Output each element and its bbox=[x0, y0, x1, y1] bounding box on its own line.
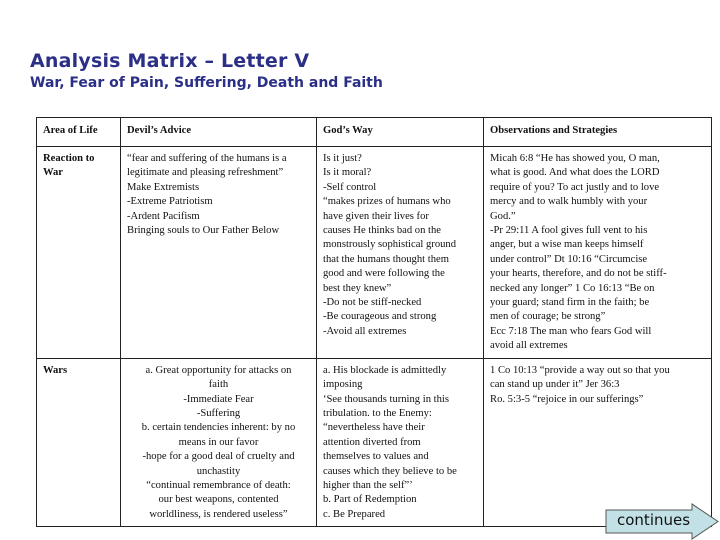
row-label: Reaction to War bbox=[37, 147, 121, 359]
cell-line: Micah 6:8 “He has showed you, O man, bbox=[490, 153, 660, 164]
cell-line: your hearts, therefore, and do not be stiff- bbox=[490, 268, 667, 280]
cell-line: legitimate and pleasing refreshment” bbox=[127, 167, 284, 179]
cell-line: “continual remembrance of death: bbox=[146, 479, 291, 491]
cell-line: what is good. And what does the LORD bbox=[490, 167, 660, 179]
cell-line: monstrously sophistical ground bbox=[323, 239, 457, 251]
cell-line: b. certain tendencies inherent: by no bbox=[141, 422, 296, 434]
analysis-matrix-table bbox=[36, 117, 712, 527]
cell-line: -Pr 29:11 A fool gives full vent to his bbox=[490, 225, 648, 237]
observations-cell bbox=[484, 358, 712, 526]
cell-line: -hope for a good deal of cruelty and bbox=[142, 451, 295, 463]
table-header-row bbox=[37, 118, 712, 147]
table-row bbox=[37, 358, 712, 526]
column-header-gods-way: God’s Way bbox=[317, 118, 484, 147]
cell-line: God.” bbox=[490, 210, 516, 222]
column-header-devils-advice: Devil’s Advice bbox=[121, 118, 317, 147]
cell-line: Ecc 7:18 The man who fears God will bbox=[490, 325, 652, 337]
cell-line: have given their lives for bbox=[323, 210, 429, 222]
cell-line: -Immediate Fear bbox=[183, 393, 254, 405]
gods-way-cell bbox=[317, 147, 484, 359]
cell-line: 1 Co 10:13 “provide a way out so that you bbox=[490, 364, 670, 376]
cell-line: best they knew” bbox=[323, 282, 392, 294]
cell-line: “fear and suffering of the humans is a bbox=[127, 153, 287, 164]
row-label: Wars bbox=[37, 358, 121, 526]
cell-line: Ro. 5:3-5 “rejoice in our sufferings” bbox=[490, 393, 644, 405]
cell-line: your guard; stand firm in the faith; be bbox=[490, 297, 650, 309]
cell-line: -Suffering bbox=[196, 407, 241, 419]
cell-line: can stand up under it” Jer 36:3 bbox=[490, 379, 620, 391]
cell-line: imposing bbox=[323, 379, 363, 391]
cell-line: “makes prizes of humans who bbox=[323, 196, 451, 208]
cell-line: anger, but a wise man keeps himself bbox=[490, 239, 644, 251]
cell-line: Make Extremists bbox=[127, 181, 200, 193]
cell-line: good and were following the bbox=[323, 268, 445, 280]
cell-line: a. His blockade is admittedly bbox=[323, 364, 447, 376]
table-row bbox=[37, 147, 712, 359]
cell-line: a. Great opportunity for attacks on bbox=[145, 364, 292, 376]
cell-line: -Do not be stiff-necked bbox=[323, 297, 422, 309]
cell-line: worldliness, is rendered useless” bbox=[149, 508, 288, 520]
cell-line: mercy and to walk humbly with your bbox=[490, 196, 648, 208]
cell-line: our best weapons, contented bbox=[158, 494, 279, 506]
cell-line: higher than the self”’ bbox=[323, 479, 413, 491]
column-header-observations: Observations and Strategies bbox=[484, 118, 712, 147]
cell-line: -Ardent Pacifism bbox=[127, 210, 200, 222]
devils-advice-cell bbox=[121, 358, 317, 526]
continue-button[interactable]: continues bbox=[617, 511, 691, 529]
gods-way-cell bbox=[317, 358, 484, 526]
cell-line: require of you? To act justly and to love bbox=[490, 181, 660, 193]
devils-advice-cell bbox=[121, 147, 317, 359]
cell-line: Is it just? bbox=[323, 153, 362, 164]
cell-line: men of courage; be strong” bbox=[490, 311, 606, 323]
cell-line: c. Be Prepared bbox=[323, 508, 386, 520]
cell-line: causes He thinks bad on the bbox=[323, 225, 441, 237]
cell-line: necked any longer” 1 Co 16:13 “Be on bbox=[490, 282, 655, 294]
cell-line: -Extreme Patriotism bbox=[127, 196, 213, 208]
cell-line: -Be courageous and strong bbox=[323, 311, 437, 323]
cell-line: b. Part of Redemption bbox=[323, 494, 417, 506]
cell-line: means in our favor bbox=[178, 436, 259, 448]
cell-line: that the humans thought them bbox=[323, 253, 449, 265]
cell-line: tribulation. to the Enemy: bbox=[323, 407, 432, 419]
cell-line: under control” Dt 10:16 “Circumcise bbox=[490, 253, 648, 265]
column-header-area: Area of Life bbox=[37, 118, 121, 147]
cell-line: causes which they believe to be bbox=[323, 465, 457, 477]
observations-cell bbox=[484, 147, 712, 359]
cell-line: attention diverted from bbox=[323, 436, 421, 448]
page-title: Analysis Matrix – Letter V bbox=[30, 50, 310, 72]
cell-line: faith bbox=[208, 379, 229, 391]
cell-line: themselves to values and bbox=[323, 451, 429, 463]
cell-line: ‘See thousands turning in this bbox=[323, 393, 449, 405]
cell-line: -Self control bbox=[323, 181, 377, 193]
cell-line: Is it moral? bbox=[323, 167, 372, 179]
page-subtitle: War, Fear of Pain, Suffering, Death and Faith bbox=[30, 75, 383, 91]
cell-line: -Avoid all extremes bbox=[323, 325, 407, 337]
cell-line: unchastity bbox=[196, 465, 241, 477]
cell-line: “nevertheless have their bbox=[323, 422, 425, 434]
cell-line: Bringing souls to Our Father Below bbox=[127, 225, 280, 237]
cell-line: avoid all extremes bbox=[490, 340, 568, 352]
